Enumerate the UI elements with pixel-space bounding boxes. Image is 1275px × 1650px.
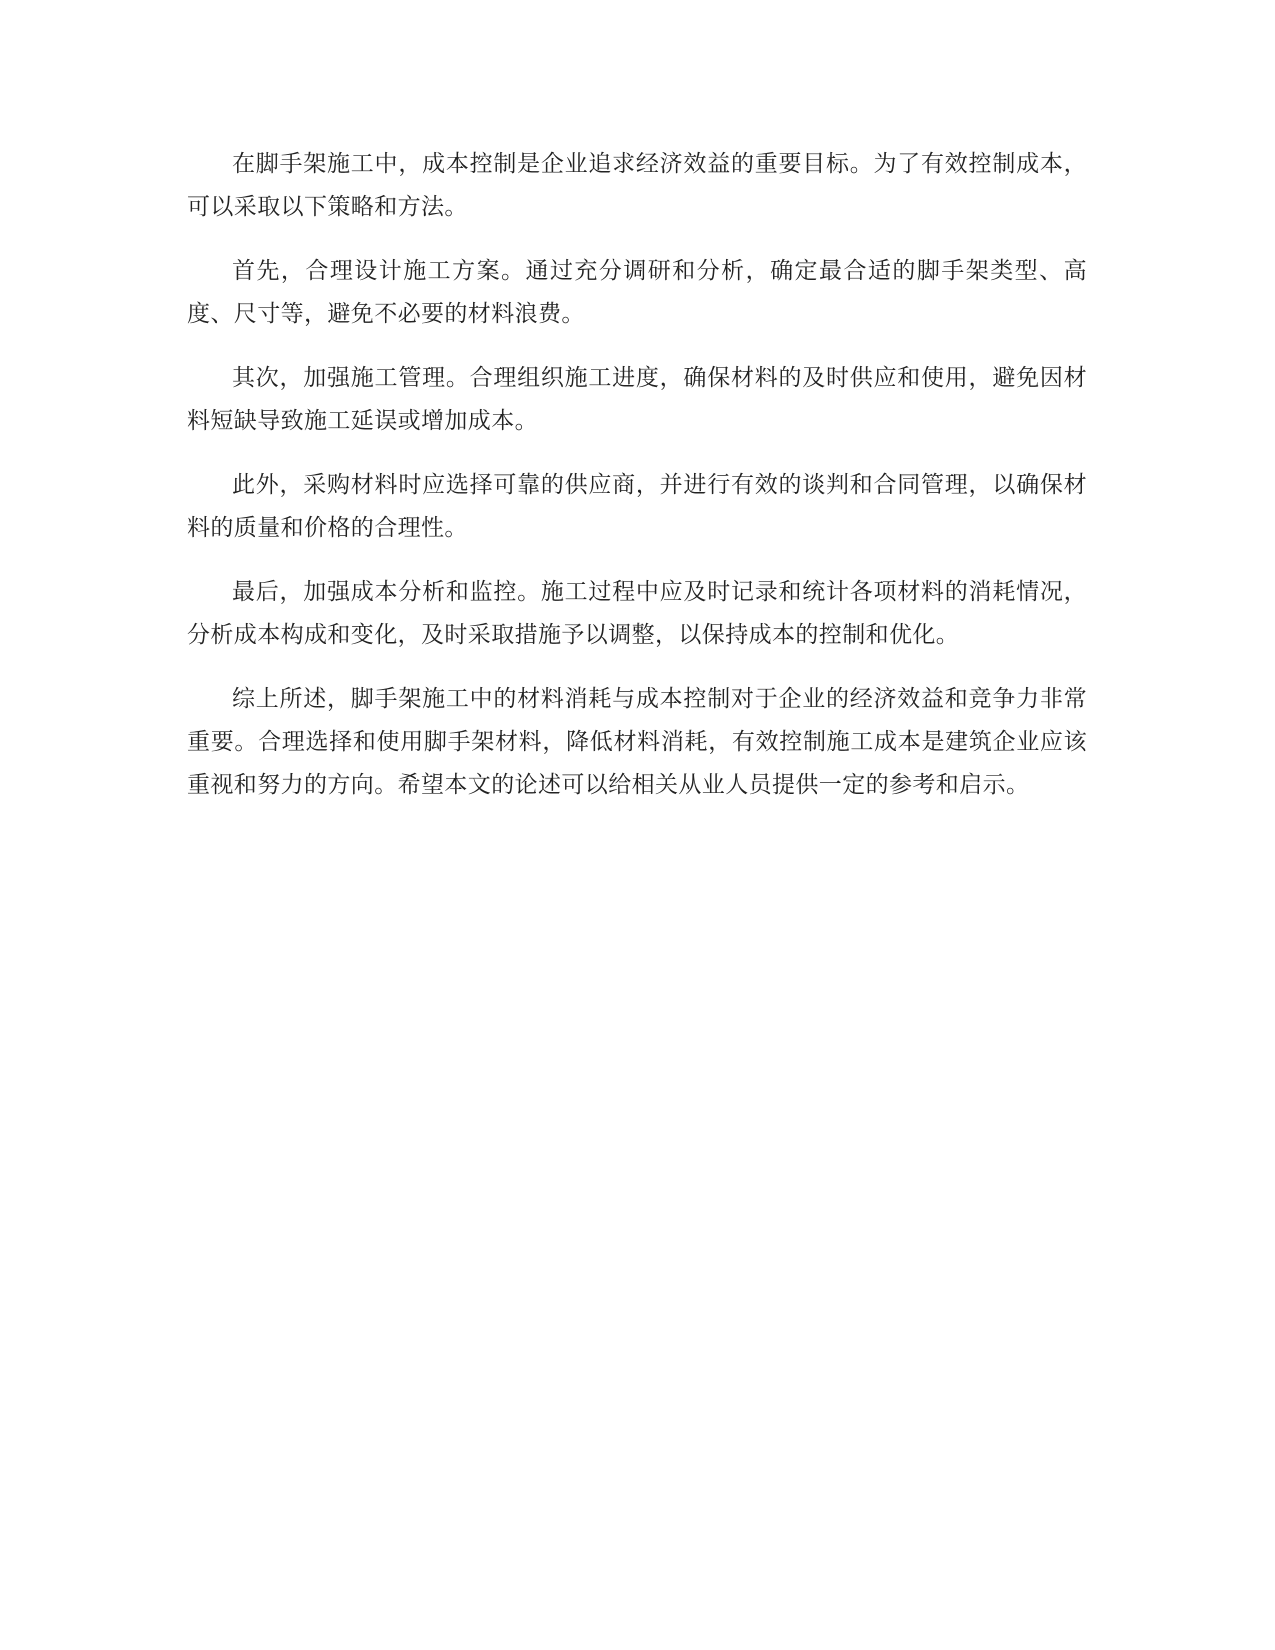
paragraph-cost-analysis: 最后，加强成本分析和监控。施工过程中应及时记录和统计各项材料的消耗情况，分析成本构成和变化，及时采取措施予以调整，以保持成本的控制和优化。: [187, 579, 1087, 648]
paragraph-procurement: 此外，采购材料时应选择可靠的供应商，并进行有效的谈判和合同管理，以确保材料的质量和价格的合理性。: [187, 472, 1087, 541]
paragraph-design-plan: 首先，合理设计施工方案。通过充分调研和分析，确定最合适的脚手架类型、高度、尺寸等，避免不必要的材料浪费。: [187, 258, 1087, 327]
paragraph-conclusion: 综上所述，脚手架施工中的材料消耗与成本控制对于企业的经济效益和竞争力非常重要。合理选择和使用脚手架材料，降低材料消耗，有效控制施工成本是建筑企业应该重视和努力的方向。希望本文的论述可以给相关从业人员提供一定的参考和启示。: [187, 686, 1087, 798]
paragraph-construction-management: 其次，加强施工管理。合理组织施工进度，确保材料的及时供应和使用，避免因材料短缺导致施工延误或增加成本。: [187, 365, 1087, 434]
document-body: [187, 143, 1087, 828]
paragraph-cost-control-intro: 在脚手架施工中，成本控制是企业追求经济效益的重要目标。为了有效控制成本，可以采取以下策略和方法。: [187, 151, 1087, 220]
